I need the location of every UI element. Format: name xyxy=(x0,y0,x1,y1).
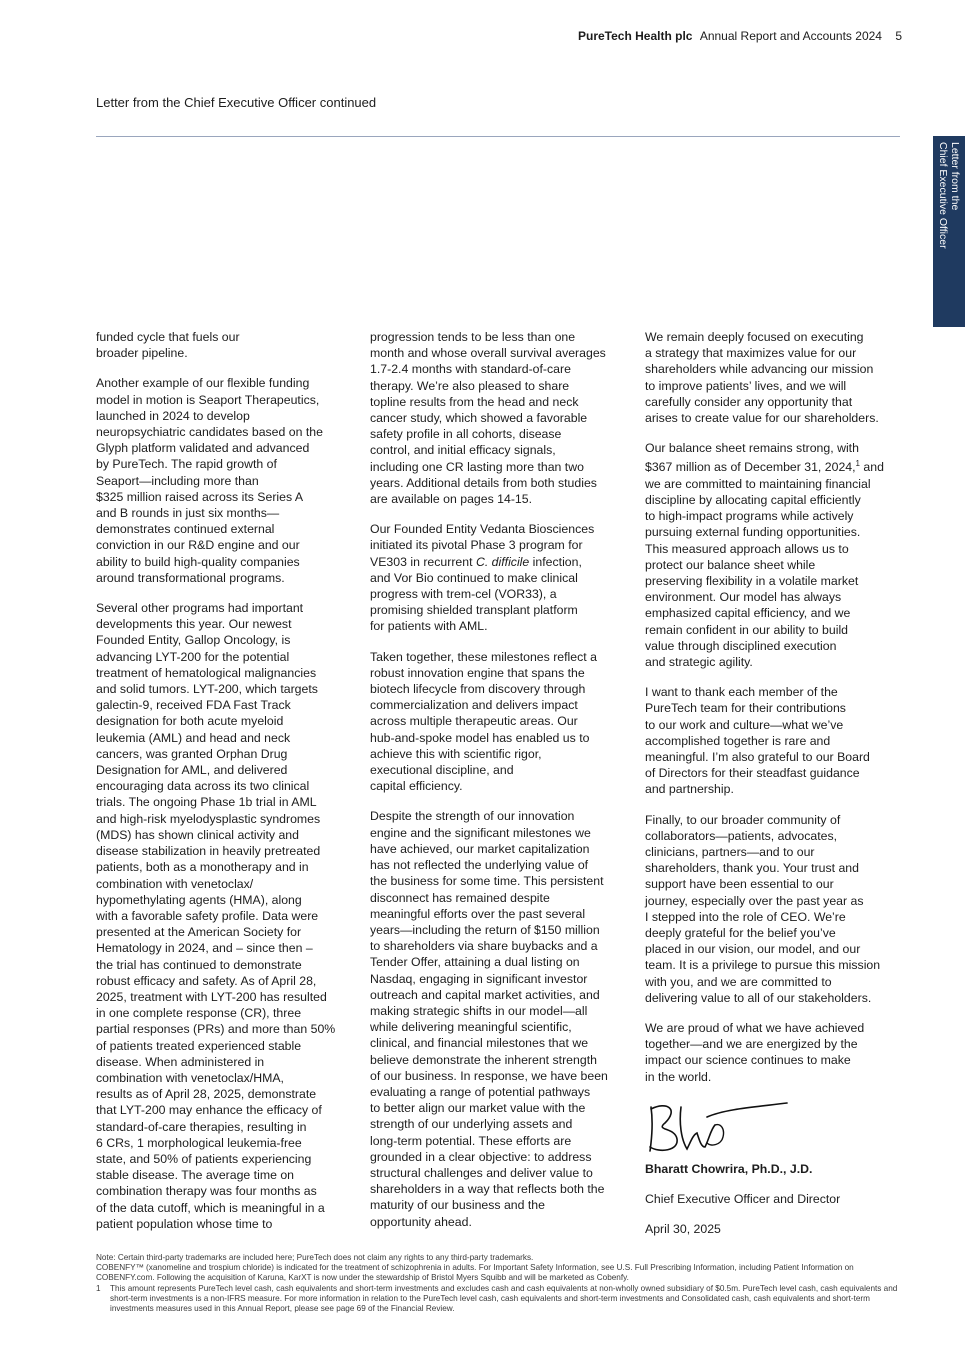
text-run: and we are committed to maintaining financial discipline by allocating capital efficiently to high-impact programs while actively pursuing external funding opportunities. This measured approach allows us to protect our balance sheet while preserving flexibility in a volatile market environment. Our model has always emphasized capital efficiency, and we remain confident in our ability to build value through disciplined execution and strategic agility. xyxy=(645,460,884,669)
paragraph: Another example of our flexible funding model in motion is Seaport Therapeutics, launched in 2024 to develop neuropsychiatric candidates based on the Glyph platform validated and advanced by PureTech. The rapid growth of Seaport—including more than $325 million raised across its Series A and B rounds in just six months— demonstrates continued external conviction in our R&D engine and our ability to build high-quality companies around transformational programs. xyxy=(96,376,323,585)
paragraph: Finally, to our broader community of collaborators—patients, advocates, clinicians, partners—and to our shareholders, thank you. Your trust and support have been essential to our journey, especially over the past year as I stepped into the role of CEO. We’re deeply grateful for the belief you’ve placed in our vision, our model, and our team. It is a privilege to pursue this mission with you, and we are committed to delivering value to all of our stakeholders. xyxy=(645,812,881,1005)
paragraph: I want to thank each member of the PureTech team for their contributions to our work and culture—what we’ve accomplished together is rare and meaningful. I’m also grateful to our Board of Directors for their steadfast guidance and partnership. xyxy=(645,685,870,797)
paragraph: funded cycle that fuels our broader pipeline. xyxy=(96,330,240,361)
paragraph-balance-sheet xyxy=(645,440,907,670)
page-header xyxy=(578,29,902,43)
paragraph: Taken together, these milestones reflect a robust innovation engine that spans the biotech lifecycle from discovery through commercialization and delivers impact across multiple therapeutic areas. Our hub-and-spoke model has enabled us to achieve this with scientific rigor, executional discipline, and capital efficiency. xyxy=(370,649,597,794)
text-column-3 xyxy=(645,329,907,1251)
report-title: Annual Report and Accounts 2024 xyxy=(699,29,882,43)
trademark-note: Note: Certain third-party trademarks are included here; PureTech does not claim any rights to any third-party trademarks. xyxy=(96,1253,534,1262)
side-tab-label xyxy=(937,142,961,249)
side-tab-line-1: Letter from the xyxy=(949,142,961,211)
letter-date: April 30, 2025 xyxy=(645,1222,721,1237)
footnote-number: 1 xyxy=(96,1283,101,1293)
cobenfy-note: COBENFY™ (xanomeline and trospium chloride) is indicated for the treatment of schizophrenia in adults. For Important Safety Information, see U.S. Full Prescribing Information, including Patient Information on COBENFY.com. Following the acquisition of Karuna, KarXT is now under the stewardship of Bristol Myers Squibb and will be marketed as Cobenfy. xyxy=(96,1263,854,1283)
company-name: PureTech Health plc xyxy=(578,29,693,43)
footnote-1 xyxy=(96,1284,901,1315)
text-column-2 xyxy=(370,329,632,1244)
section-title: Letter from the Chief Executive Officer continued xyxy=(96,95,377,110)
italic-term: C. difficile xyxy=(475,554,530,569)
section-side-tab[interactable] xyxy=(933,136,965,327)
signer-title: Chief Executive Officer and Director xyxy=(645,1192,841,1207)
ceo-signature xyxy=(645,1099,795,1157)
text-run: infection, and Vor Bio continued to make clinical progress with trem-cel (VOR33), a promising shielded transplant platform for patients with AML. xyxy=(370,554,582,634)
paragraph: We are proud of what we have achieved together—and we are energized by the impact our science continues to make in the world. xyxy=(645,1021,865,1084)
text-column-1 xyxy=(96,329,354,1246)
footnotes xyxy=(96,1253,901,1314)
paragraph-vedanta xyxy=(370,521,632,634)
footnote-ref[interactable]: 1 xyxy=(855,459,860,469)
text-run: Our balance sheet remains strong, with $367 million as of December 31, 2024, xyxy=(645,441,859,475)
paragraph: We remain deeply focused on executing a strategy that maximizes value for our shareholders while advancing our mission to improve patients’ lives, and we will carefully consider any opportunity that arises to create value for our shareholders. xyxy=(645,330,879,426)
header-divider xyxy=(96,136,900,137)
side-tab-line-2: Chief Executive Officer xyxy=(937,142,949,249)
footnote-text: This amount represents PureTech level cash, cash equivalents and short-term investments and excludes cash and cash equivalents at non-wholly owned subsidiary of $0.5m. PureTech level cash, cash equivalents and short-term investments is a non-IFRS measure. For more information in relation to the PureTech level cash, cash equivalents and short-term investments and Consolidated cash, cash equivalents and short-term investments measures used in this Annual Report, please see page 69 of the Financial Review. xyxy=(110,1283,898,1314)
signer-name: Bharatt Chowrira, Ph.D., J.D. xyxy=(645,1161,813,1176)
paragraph: Several other programs had important developments this year. Our newest Founded Entity, Gallop Oncology, is advancing LYT-200 for the potential treatment of hematological malignancies and solid tumors. LYT-200, which targets galectin-9, received FDA Fast Track designation for both acute myeloid leukemia (AML) and head and neck cancers, was granted Orphan Drug Designation for AML, and delivered encouraging data across its two clinical trials. The ongoing Phase 1b trial in AML and high-risk myelodysplastic syndromes (MDS) has shown clinical activity and disease stabilization in heavily pretreated patients, both as a monotherapy and in combination with venetoclax/ hypomethylating agents (HMA), along with a favorable safety profile. Data were presented at the American Society for Hematology in 2024, and – since then – the trial has continued to demonstrate robust efficacy and safety. As of April 28, 2025, treatment with LYT-200 has resulted in one complete response (CR), three partial responses (PRs) and more than 50% of patients treated experienced stable disease. When administered in combination with venetoclax/HMA, results as of April 28, 2025, demonstrate that LYT-200 may enhance the efficacy of standard-of-care therapies, resulting in 6 CRs, 1 morphological leukemia-free state, and 50% of patients experiencing stable disease. The average time on combination therapy was four months as of the data cutoff, which is meaningful in a patient population whose time to xyxy=(96,601,336,1231)
page-number: 5 xyxy=(895,29,902,43)
paragraph: progression tends to be less than one month and whose overall survival averages 1.7-2.4 months with standard-of-care therapy. We’re also pleased to share topline results from the head and neck cancer study, which showed a favorable safety profile in all cohorts, disease control, and initial efficacy signals, including one CR lasting more than two years. Additional details from both studies are available on pages 14-15. xyxy=(370,330,606,507)
paragraph: Despite the strength of our innovation engine and the significant milestones we have achieved, our market capitalization has not reflected the underlying value of the business for some time. This persistent disconnect has remained despite meaningful efforts over the past several years—including the return of $150 million to shareholders via share buybacks and a Tender Offer, attaining a dual listing on Nasdaq, engaging in significant investor outreach and capital market activities, and making strategic shifts in our model—all while delivering meaningful scientific, clinical, and financial milestones that we believe demonstrate the inherent strength of our business. In response, we have been evaluating a range of potential pathways to better align our market value with the strength of our underlying assets and long-term potential. These efforts are grounded in a clear objective: to address structural challenges and deliver value to shareholders in a way that reflects both the maturity of our business and the opportunity ahead. xyxy=(370,809,608,1229)
text-run: Our Founded Entity Vedanta Biosciences initiated its pivotal Phase 3 program for VE303 in recurrent xyxy=(370,522,595,569)
